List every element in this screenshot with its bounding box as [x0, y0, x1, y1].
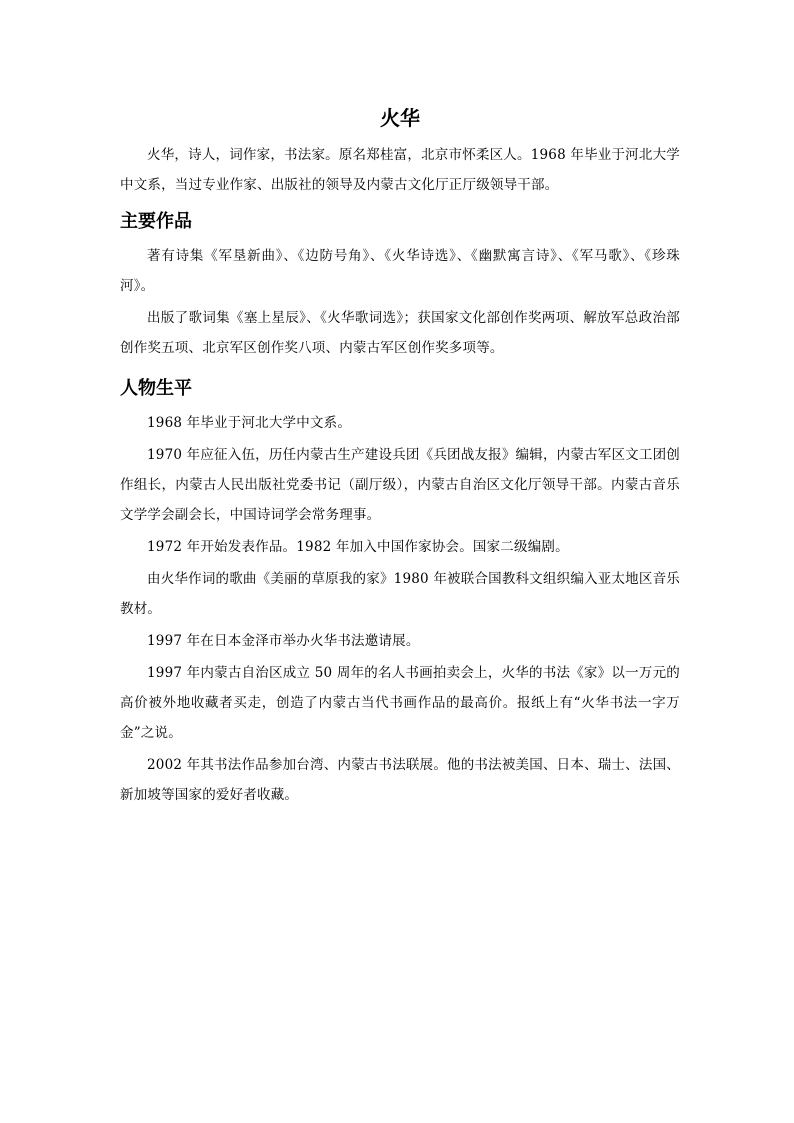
biography-paragraph: 1972 年开始发表作品。1982 年加入中国作家协会。国家二级编剧。 — [147, 539, 569, 555]
works-paragraph: 著有诗集《军垦新曲》、《边防号角》、《火华诗选》、《幽默寓言诗》、《军马歌》、《珍珠河》。 — [120, 248, 680, 294]
biography-paragraph: 1970 年应征入伍，历任内蒙古生产建设兵团《兵团战友报》编辑，内蒙古军区文工团创作组长，内蒙古人民出版社党委书记（副厅级），内蒙古自治区文化厅领导干部。内蒙古音乐文学学会副会长，中国诗词学会常务理事。 — [120, 447, 680, 523]
biography-paragraph: 2002 年其书法作品参加台湾、内蒙古书法联展。他的书法被美国、日本、瑞士、法国、新加坡等国家的爱好者收藏。 — [120, 757, 680, 803]
page-title: 火华 — [380, 106, 420, 130]
biography-paragraph: 1968 年毕业于河北大学中文系。 — [147, 415, 352, 431]
biography-paragraph: 1997 年内蒙古自治区成立 50 周年的名人书画拍卖会上，火华的书法《家》以一万元的高价被外地收藏者买走，创造了内蒙古当代书画作品的最高价。报纸上有“火华书法一字万金”之说。 — [120, 665, 680, 741]
biography-heading: 人物生平 — [120, 378, 192, 399]
biography-section — [120, 376, 680, 810]
intro-paragraph: 火华，诗人，词作家，书法家。原名郑桂富，北京市怀柔区人。1968 年毕业于河北大学中文系，当过专业作家、出版社的领导及内蒙古文化厅正厅级领导干部。 — [120, 147, 680, 193]
intro-section — [120, 140, 680, 200]
biography-paragraph: 由火华作词的歌曲《美丽的草原我的家》1980 年被联合国教科文组织编入亚太地区音乐教材。 — [120, 571, 680, 617]
biography-paragraph: 1997 年在日本金泽市举办火华书法邀请展。 — [147, 633, 420, 649]
works-heading: 主要作品 — [120, 211, 192, 232]
works-section — [120, 209, 680, 363]
works-paragraph: 出版了歌词集《塞上星辰》、《火华歌词选》；获国家文化部创作奖两项、解放军总政治部创作奖五项、北京军区创作奖八项、内蒙古军区创作奖多项等。 — [120, 310, 680, 356]
